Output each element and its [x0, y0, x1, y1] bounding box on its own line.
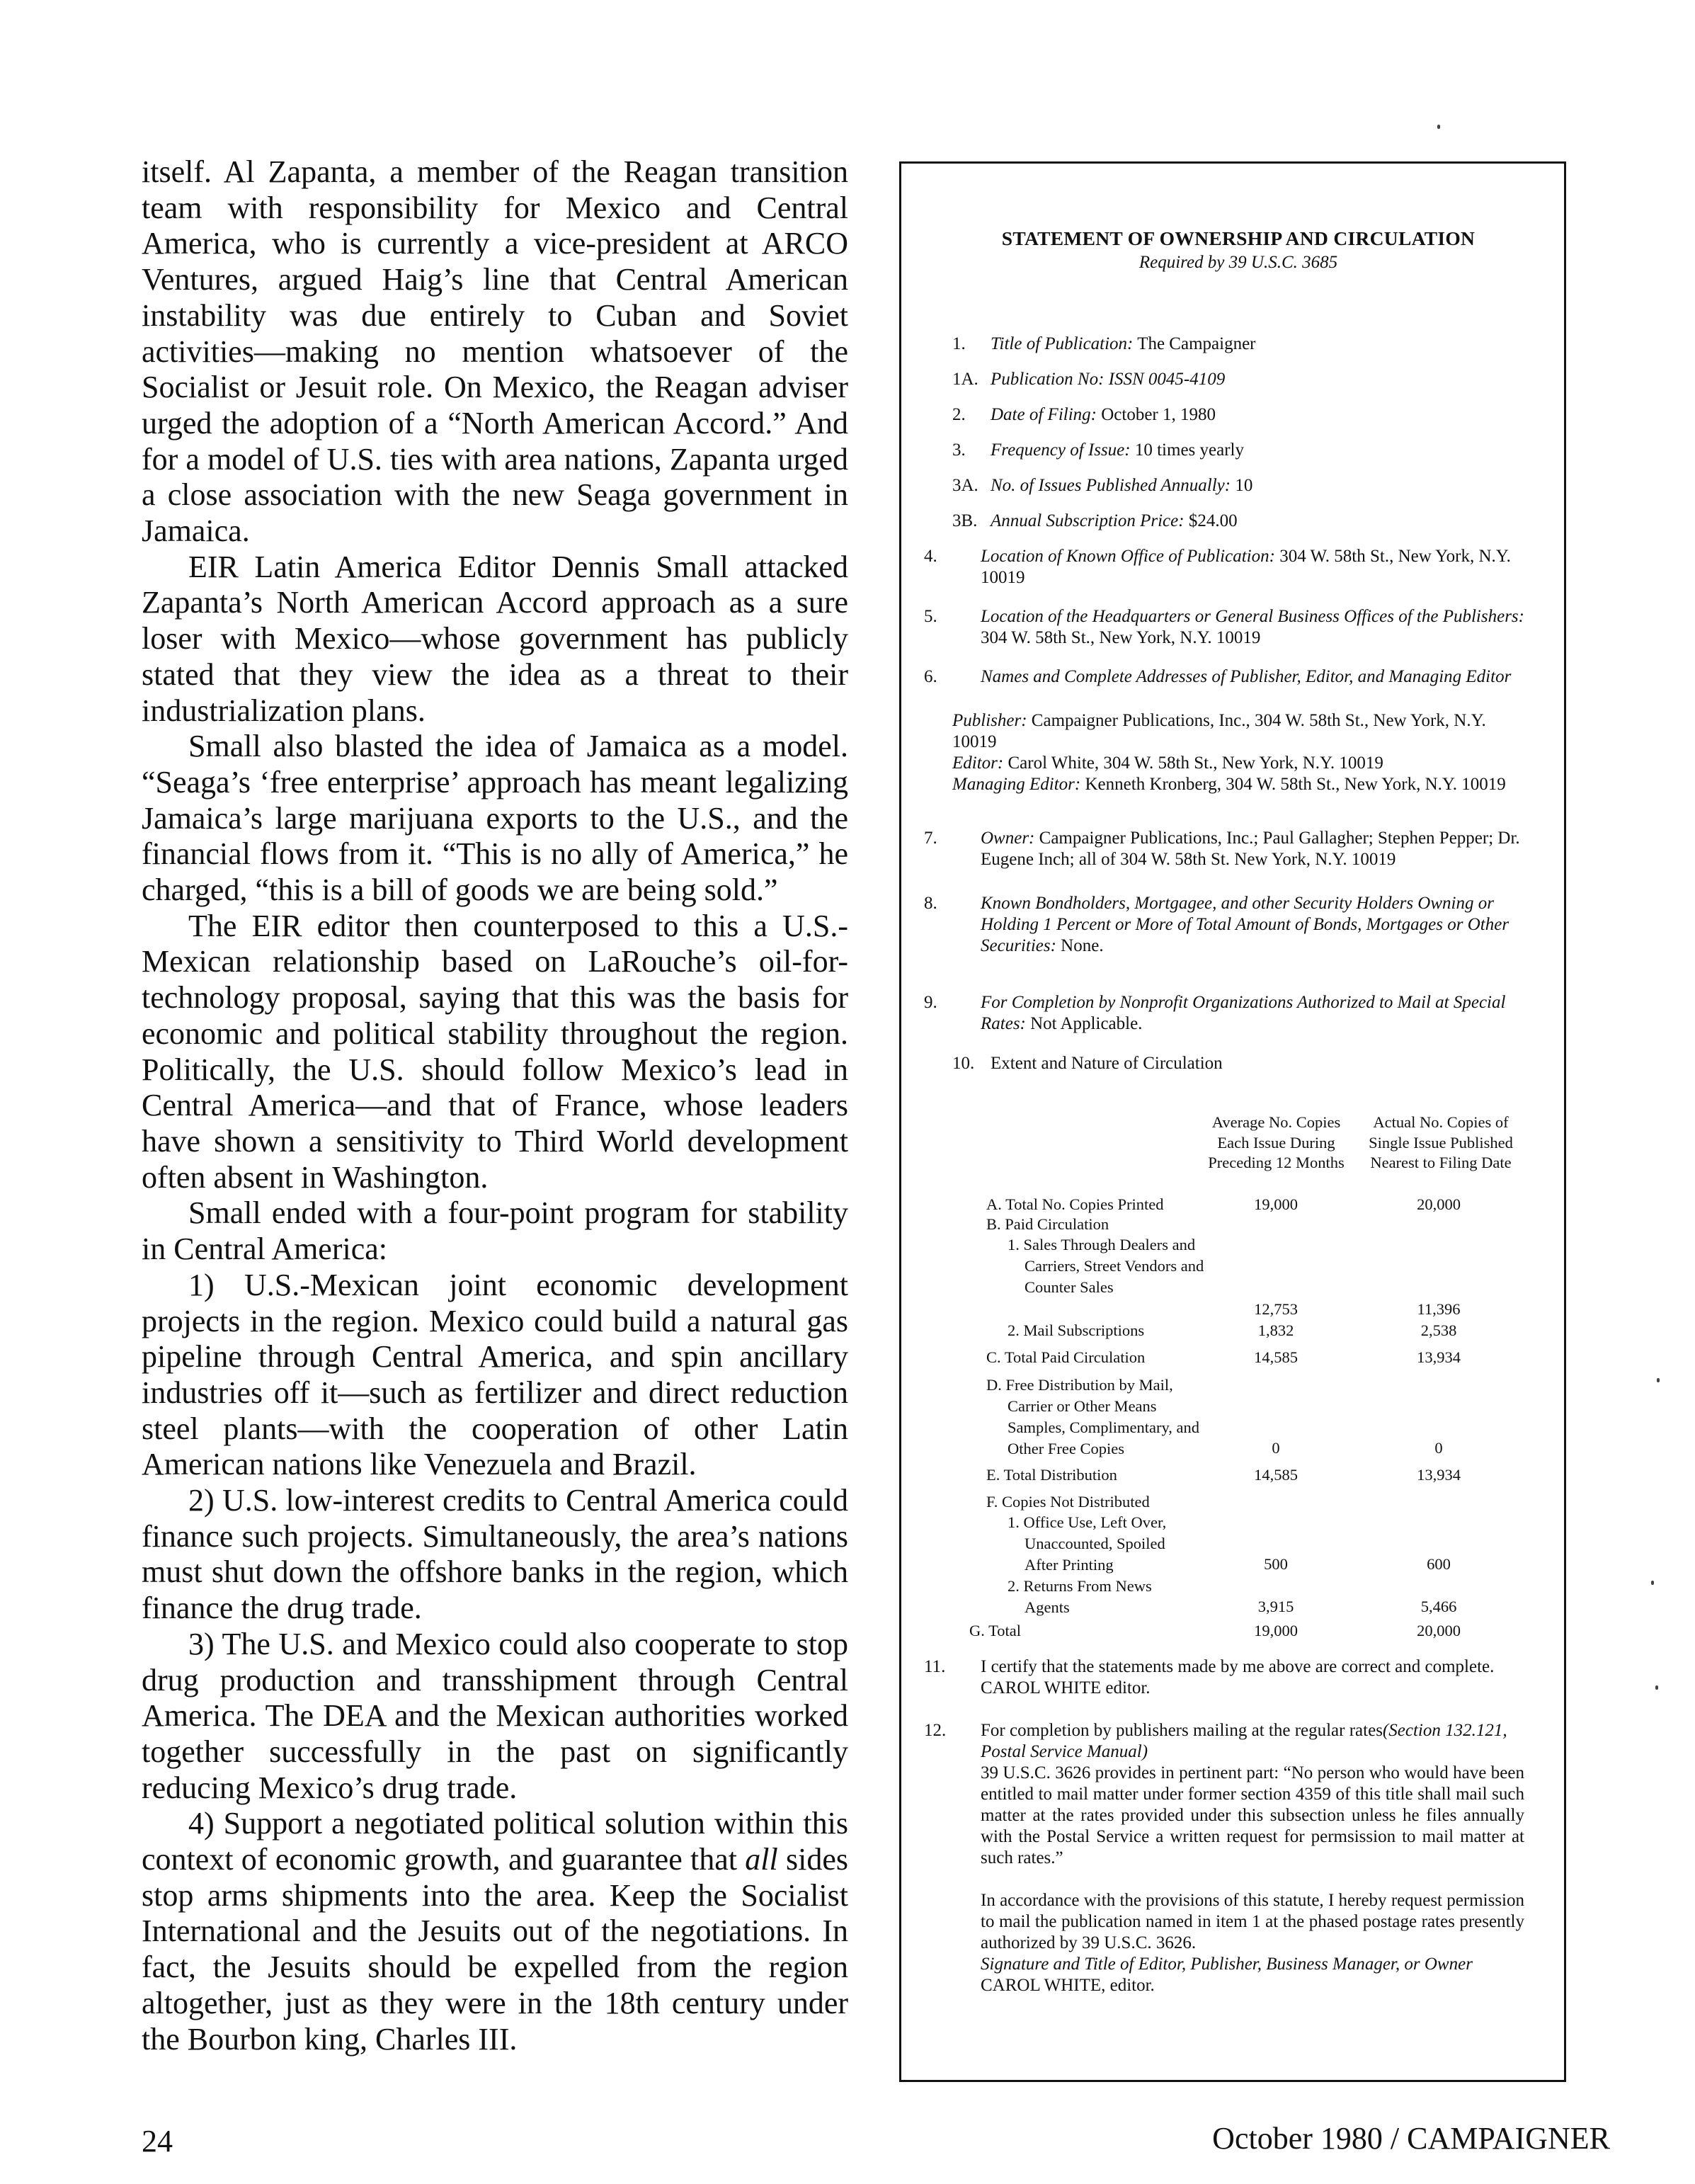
value-actual: 5,466 [1420, 1598, 1457, 1615]
value-actual: 2,538 [1420, 1321, 1457, 1339]
item-value: 10 [1231, 476, 1253, 495]
item-label: Owner: [981, 829, 1035, 848]
article-paragraph: 3) The U.S. and Mexico could also cooperate to stop drug production and transshipment through Central America. The DEA and the Mexican authorities worked together successfully in the past on significantly reducing Mexico’s drug trade. [142, 1626, 848, 1805]
editor-value: Carol White, 304 W. 58th St., New York, N.Y. 10019 [1003, 753, 1383, 773]
item-number: 1. [952, 334, 966, 353]
item-number: 3. [952, 440, 966, 460]
scan-speck [1655, 1685, 1658, 1690]
article-paragraph: EIR Latin America Editor Dennis Small attacked Zapanta’s North American Accord approach as a sure loser with Mexico—whose government has publicly stated that they view the idea as a threat to their industrialization plans. [142, 549, 848, 728]
signature-label: Signature and Title of Editor, Publisher, Business Manager, or Owner [981, 1955, 1473, 1974]
value-actual: 600 [1427, 1555, 1451, 1573]
item-number: 11. [924, 1657, 946, 1676]
row-label: C. Total Paid Circulation [986, 1348, 1146, 1366]
row-label: 1. Office Use, Left Over, Unaccounted, Spoiled After Printing [1008, 1513, 1167, 1574]
item-10 [952, 1053, 1524, 1074]
scan-speck [1657, 1378, 1660, 1382]
item-value: None. [1056, 936, 1104, 955]
article-paragraph: itself. Al Zapanta, a member of the Reagan transition team with responsibility for Mexico and Central America, who is currently a vice-president at ARCO Ventures, argued Haig’s line that Central American instability was due entirely to Cuban and Soviet activities—making no mention whatsoever of the Socialist or Jesuit role. On Mexico, the Reagan adviser urged the adoption of a “North American Accord.” And for a model of U.S. ties with area nations, Zapanta urged a close association with the new Seaga government in Jamaica. [142, 154, 848, 549]
managing-editor-line [952, 774, 1524, 795]
row-label: 2. Returns From News Agents [1008, 1577, 1152, 1616]
item-6 [924, 666, 1524, 688]
item-4 [924, 546, 1524, 588]
item-5 [924, 606, 1524, 649]
item-3 [952, 440, 1524, 461]
item-3b [952, 511, 1524, 532]
item-1 [952, 334, 1524, 355]
item-number: 12. [924, 1721, 947, 1740]
row-label: G. Total [969, 1622, 1022, 1639]
value-average: 19,000 [1254, 1622, 1298, 1639]
item-value: I certify that the statements made by me above are correct and complete. CAROL WHITE editor. [981, 1657, 1495, 1697]
row-label: A. Total No. Copies Printed [986, 1195, 1164, 1213]
value-actual: 11,396 [1417, 1300, 1461, 1318]
item-12 [924, 1720, 1524, 1763]
value-actual: 13,934 [1417, 1466, 1461, 1484]
item-label: Frequency of Issue: [991, 440, 1131, 460]
item-7 [924, 828, 1524, 870]
article-paragraph: Small also blasted the idea of Jamaica as a model. “Seaga’s ‘free enterprise’ approach has meant legalizing Jamaica’s large marijuana exports to the U.S., and the financial flows from it. “This is no ally of America,” he charged, “this is a bill of goods we are being sold.” [142, 729, 848, 908]
value-actual: 20,000 [1417, 1622, 1461, 1639]
item-number: 7. [924, 829, 937, 848]
item-label: Annual Subscription Price: [991, 511, 1185, 530]
column-header-actual: Actual No. Copies of Single Issue Published Nearest to Filing Date [1369, 1113, 1513, 1172]
column-header-average: Average No. Copies Each Issue During Preceding 12 Months [1208, 1113, 1345, 1172]
item-value: Not Applicable. [1025, 1014, 1143, 1033]
item-label: Date of Filing: [991, 405, 1097, 424]
value-average: 12,753 [1254, 1300, 1298, 1318]
item-number: 5. [924, 607, 937, 626]
row-label: E. Total Distribution [986, 1466, 1117, 1484]
value-average: 1,832 [1257, 1321, 1294, 1339]
paragraph-text: sides stop arms shipments into the area. Keep the Socialist International and the Jesuits out of the negotiations. In fact, the Jesuits should be expelled from the region altogether, just as they were in the 18th century under the Bourbon king, Charles III. [142, 1842, 848, 2057]
value-average: 500 [1264, 1555, 1288, 1573]
running-footer: October 1980 / CAMPAIGNER [1212, 2121, 1610, 2156]
item-value: 304 W. 58th St., New York, N.Y. 10019 [981, 547, 1511, 587]
statute-text: 39 U.S.C. 3626 provides in pertinent part: “No person who would have been entitled to mail matter under former section 4359 of this title shall mail such matter at the rates provided under this subsection unless he files annually with the Postal Service a written request for permsission to mail matter at such rates.” [981, 1763, 1524, 1867]
row-label: B. Paid Circulation [986, 1215, 1109, 1233]
item-label: Publication No: ISSN 0045-4109 [991, 370, 1226, 389]
item-8 [924, 893, 1524, 957]
value-average: 14,585 [1254, 1466, 1298, 1484]
item-9 [924, 992, 1524, 1035]
publisher-label: Publisher: [952, 711, 1027, 730]
item-value: 10 times yearly [1130, 440, 1244, 460]
item-2 [952, 404, 1524, 426]
value-actual: 13,934 [1417, 1348, 1461, 1366]
emphasis-text: all [745, 1842, 778, 1877]
item-number: 1A. [952, 370, 978, 389]
value-actual: 0 [1434, 1439, 1443, 1457]
value-average: 0 [1272, 1439, 1280, 1457]
scan-speck [1437, 125, 1440, 129]
item-value: $24.00 [1184, 511, 1238, 530]
item-reference: (Section 132.121, Postal Service Manual) [981, 1721, 1507, 1761]
item-label: Location of Known Office of Publication: [981, 547, 1275, 566]
item-value: For completion by publishers mailing at the regular rates [981, 1721, 1383, 1740]
item-value: October 1, 1980 [1096, 405, 1216, 424]
item-label: Known Bondholders, Mortgagee, and other Security Holders Owning or Holding 1 Percent or More of Total Amount of Bonds, Mortgages or Other Securities: [981, 894, 1509, 955]
request-text: In accordance with the provisions of this statute, I hereby request permission to mail the publication named in item 1 at the phased postage rates presently authorized by 39 U.S.C. 3626. [981, 1891, 1524, 1952]
row-label: F. Copies Not Distributed [986, 1493, 1150, 1511]
article-paragraph: 1) U.S.-Mexican joint economic development projects in the region. Mexico could build a natural gas pipeline through Central America, and spin ancillary industries off it—such as fertilizer and direct reduction steel plants—with the cooperation of other Latin American nations like Venezuela and Brazil. [142, 1267, 848, 1482]
page-number: 24 [142, 2124, 173, 2159]
item-label: Names and Complete Addresses of Publisher, Editor, and Managing Editor [981, 667, 1512, 686]
scan-speck [1651, 1581, 1654, 1585]
article-paragraph: The EIR editor then counterposed to this a U.S.-Mexican relationship based on LaRouche’s oil-for-technology proposal, saying that this was the basis for economic and political stability throughout the region. Politically, the U.S. should follow Mexico’s lead in Central America—and that of France, whose leaders have shown a sensitivity to Third World development often absent in Washington. [142, 908, 848, 1195]
item-number: 4. [924, 547, 937, 566]
statement-box [899, 161, 1566, 2082]
item-number: 6. [924, 667, 937, 686]
row-label: D. Free Distribution by Mail, Carrier or Other Means Samples, Complimentary, and Other Free Copies [986, 1376, 1199, 1457]
article-column [142, 154, 848, 2057]
paragraph-text: 4) Support a negotiated political solution within this context of economic growth, and guarantee that [142, 1806, 848, 1877]
item-label: Title of Publication: [991, 334, 1134, 353]
value-average: 3,915 [1257, 1598, 1294, 1615]
item-label: Location of the Headquarters or General Business Offices of the Publishers: [981, 607, 1524, 626]
managing-editor-label: Managing Editor: [952, 775, 1081, 794]
item-value: The Campaigner [1133, 334, 1256, 353]
item-number: 3A. [952, 476, 978, 495]
item-value: 304 W. 58th St., New York, N.Y. 10019 [981, 628, 1261, 647]
publisher-line [952, 710, 1524, 753]
publisher-value: Campaigner Publications, Inc., 304 W. 58th St., New York, N.Y. 10019 [952, 711, 1486, 751]
row-label: 2. Mail Subscriptions [1008, 1321, 1145, 1339]
value-average: 14,585 [1254, 1348, 1298, 1366]
item-3a [952, 475, 1524, 496]
statement-title: STATEMENT OF OWNERSHIP AND CIRCULATION [1001, 227, 1476, 249]
item-number: 2. [952, 405, 966, 424]
value-average: 19,000 [1254, 1195, 1298, 1213]
item-number: 8. [924, 894, 937, 913]
item-number: 10. [952, 1054, 975, 1073]
item-label: Extent and Nature of Circulation [991, 1054, 1223, 1073]
managing-editor-value: Kenneth Kronberg, 304 W. 58th St., New York, N.Y. 10019 [1080, 775, 1506, 794]
statement-subtitle: Required by 39 U.S.C. 3685 [1138, 253, 1338, 272]
row-label: 1. Sales Through Dealers and Carriers, Street Vendors and Counter Sales [1008, 1236, 1204, 1296]
editor-label: Editor: [952, 753, 1004, 773]
item-number: 3B. [952, 511, 978, 530]
item-value: Campaigner Publications, Inc.; Paul Gallagher; Stephen Pepper; Dr. Eugene Inch; all of 304 W. 58th St. New York, N.Y. 10019 [981, 829, 1520, 869]
value-actual: 20,000 [1417, 1195, 1461, 1213]
editor-line [952, 753, 1524, 774]
item-label: No. of Issues Published Annually: [991, 476, 1231, 495]
statement-content [924, 164, 1524, 2076]
signature: CAROL WHITE, editor. [981, 1976, 1155, 1995]
item-label: For Completion by Nonprofit Organizations Authorized to Mail at Special Rates: [981, 993, 1506, 1033]
article-paragraph: Small ended with a four-point program for stability in Central America: [142, 1195, 848, 1267]
article-paragraph [142, 1806, 848, 2057]
item-11 [924, 1656, 1524, 1699]
item-number: 9. [924, 993, 937, 1012]
item-1a [952, 369, 1524, 390]
article-paragraph: 2) U.S. low-interest credits to Central America could finance such projects. Simultaneously, the area’s nations must shut down the offshore banks in the region, which finance the drug trade. [142, 1483, 848, 1626]
